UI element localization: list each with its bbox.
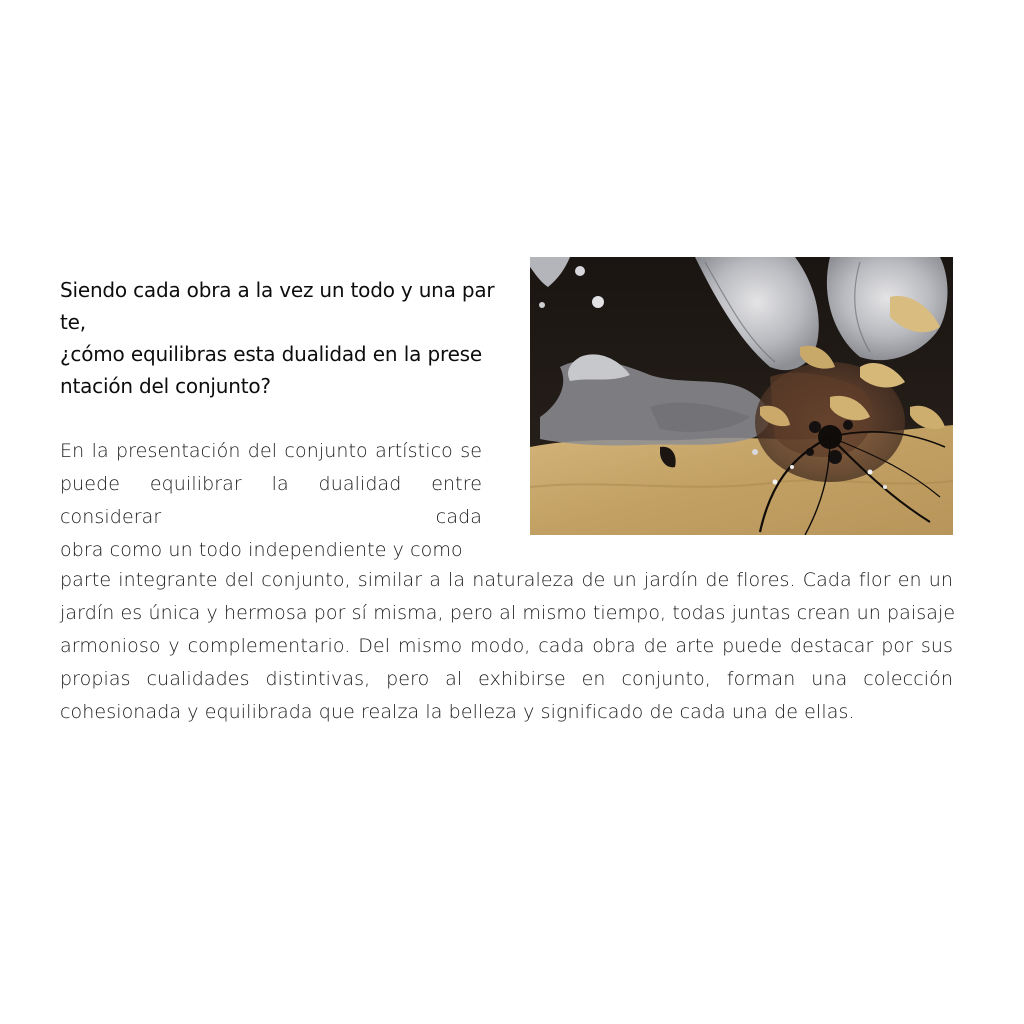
answer-line-3: considerar cada (60, 506, 482, 528)
answer-line-7: armonioso y complementario. Del mismo modo, cada obra de arte puede destacar por sus (60, 635, 953, 657)
abstract-flower-painting (530, 257, 953, 535)
answer-line-5: parte integrante del conjunto, similar a la naturaleza de un jardín de flores. Cada flor en un (60, 569, 953, 591)
question-line-3: ¿cómo equilibras esta dualidad en la prese (60, 342, 482, 366)
answer-line-4: obra como un todo independiente y como (60, 539, 463, 561)
answer-line-2: puede equilibrar la dualidad entre (60, 473, 482, 495)
answer-line-9: cohesionada y equilibrada que realza la belleza y significado de cada una de ellas. (60, 701, 855, 723)
answer-line-8: propias cualidades distintivas, pero al exhibirse en conjunto, forman una colección (60, 668, 953, 690)
question-line-2: te, (60, 310, 86, 334)
answer-line-6: jardín es única y hermosa por sí misma, pero al mismo tiempo, todas juntas crean un paisaje (60, 602, 956, 624)
question-line-1: Siendo cada obra a la vez un todo y una par (60, 278, 495, 302)
question-line-4: ntación del conjunto? (60, 374, 271, 398)
painting-image (530, 257, 953, 535)
answer-line-1: En la presentación del conjunto artístico se (60, 440, 482, 462)
